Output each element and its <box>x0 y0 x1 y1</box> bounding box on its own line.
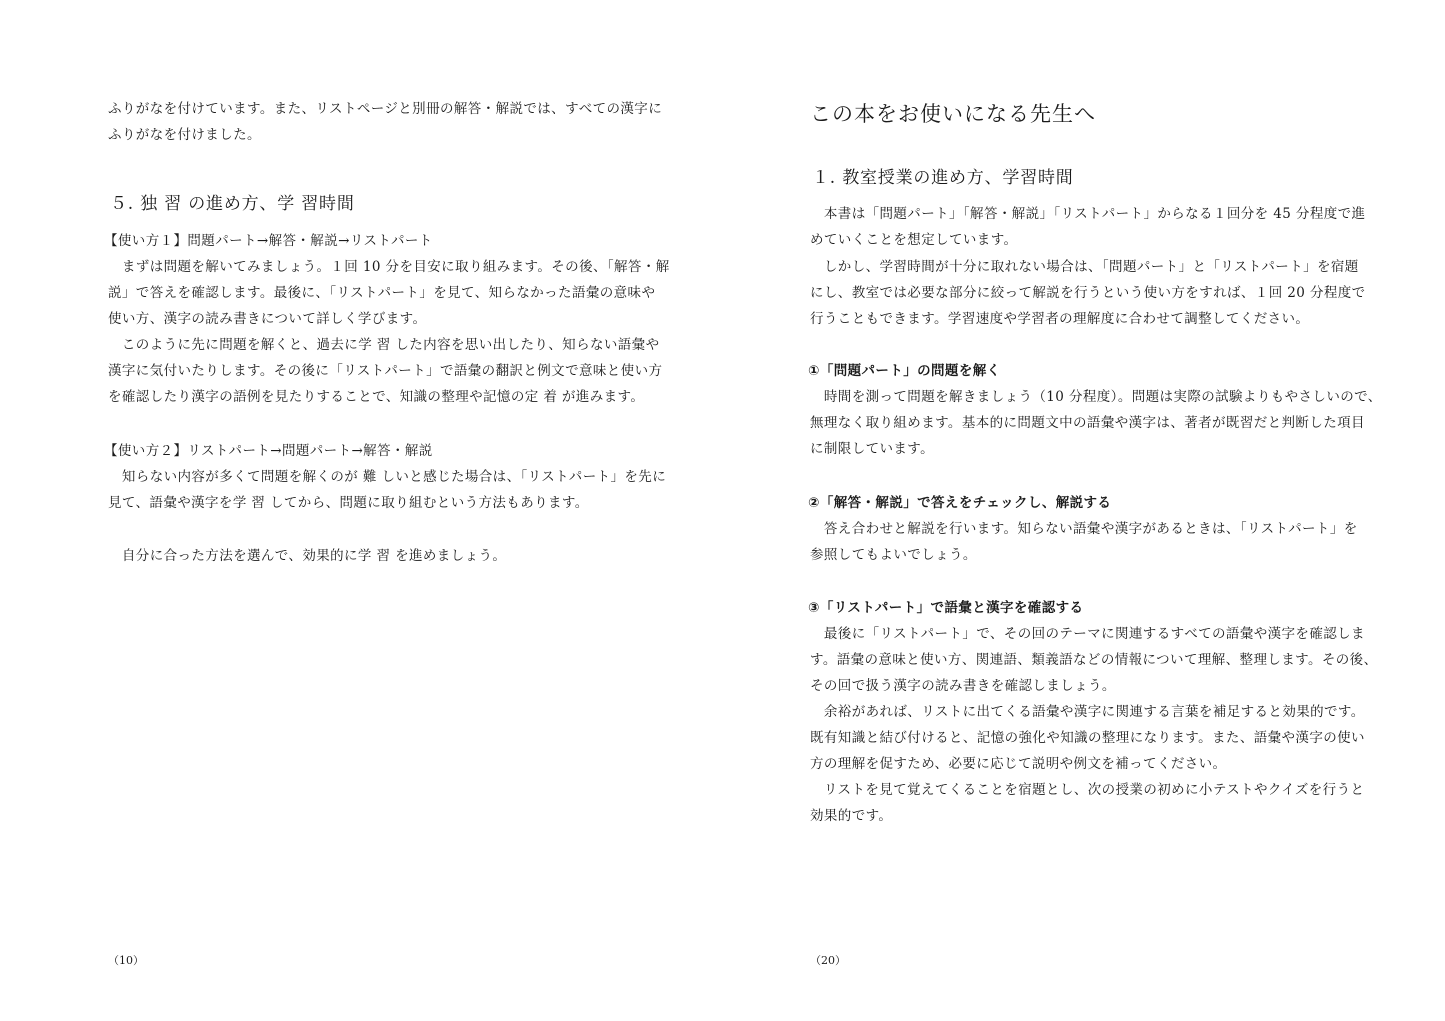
text-line: 説」で答えを確認します。最後に、「リストパート」を見て、知らなかった語彙の意味や <box>108 285 656 301</box>
text-line: まずは問題を解いてみましょう。１回 10 分を目安に取り組みます。その後、「解答・解 <box>108 259 670 275</box>
text-line: 余裕があれば、リストに出てくる語彙や漢字に関連する言葉を補足すると効果的です。 <box>810 704 1365 720</box>
text-line: を確認したり漢字の語例を見たりすることで、知識の整理や記憶の定 着 が進みます。 <box>108 389 645 405</box>
page-number: （10） <box>108 954 144 967</box>
text-line: ふりがなを付けました。 <box>108 127 261 143</box>
section-heading: １. 教室授業の進め方、学習時間 <box>812 168 1074 188</box>
method1-paragraph <box>108 254 670 332</box>
text-line: 方の理解を促すため、必要に応じて説明や例文を補ってください。 <box>810 756 1227 772</box>
page-title: この本をお使いになる先生へ <box>810 102 1096 126</box>
text-line: す。語彙の意味と使い方、関連語、類義語などの情報について理解、整理します。その後、 <box>810 652 1378 668</box>
text-line: にし、教室では必要な部分に絞って解説を行うという使い方をすれば、１回 20 分程度で <box>810 285 1366 301</box>
step1-paragraph <box>810 384 1382 462</box>
method1-paragraph <box>108 332 662 410</box>
text-line: 無理なく取り組めます。基本的に問題文中の語彙や漢字は、著者が既習だと判断した項目 <box>810 415 1365 431</box>
method2-paragraph <box>108 464 666 516</box>
left-page <box>0 0 722 1021</box>
method1-label: 【使い方１】問題パート→解答・解説→リストパート <box>104 233 433 249</box>
text-line: 見て、語彙や漢字を学 習 してから、問題に取り組むという方法もあります。 <box>108 495 589 511</box>
intro-paragraph <box>810 254 1366 332</box>
text-line: 時間を測って問題を解きましょう（10 分程度）。問題は実際の試験よりもやさしいので、 <box>810 389 1382 405</box>
text-line: 知らない内容が多くて問題を解くのが 難 しいと感じた場合は、「リストパート」を先に <box>108 469 667 485</box>
page-number: （20） <box>810 954 846 967</box>
text-line: 最後に「リストパート」で、その回のテーマに関連するすべての語彙や漢字を確認しま <box>810 626 1365 642</box>
step1-heading: ①「問題パート」の問題を解く <box>808 363 1001 379</box>
text-line: ふりがなを付けています。また、リストページと別冊の解答・解説では、すべての漢字に <box>108 101 663 117</box>
text-line: 漢字に気付いたりします。その後に「リストパート」で語彙の翻訳と例文で意味と使い方 <box>108 363 663 379</box>
method2-label: 【使い方２】リストパート→問題パート→解答・解説 <box>104 443 433 459</box>
text-line: めていくことを想定しています。 <box>810 232 1018 248</box>
right-page <box>722 0 1445 1021</box>
intro-paragraph <box>810 201 1365 253</box>
text-line: に制限しています。 <box>810 441 935 457</box>
text-line: 本書は「問題パート」「解答・解説」「リストパート」からなる１回分を 45 分程度で進 <box>810 206 1366 222</box>
text-line: 行うこともできます。学習速度や学習者の理解度に合わせて調整してください。 <box>810 311 1310 327</box>
left-intro-paragraph <box>108 96 662 148</box>
text-line: リストを見て覚えてくることを宿題とし、次の授業の初めに小テストやクイズを行うと <box>810 782 1365 798</box>
text-line: 使い方、漢字の読み書きについて詳しく学びます。 <box>108 311 427 327</box>
text-line: 答え合わせと解説を行います。知らない語彙や漢字があるときは、「リストパート」を <box>810 521 1358 537</box>
step2-heading: ②「解答・解説」で答えをチェックし、解説する <box>808 495 1112 511</box>
text-line: このように先に問題を解くと、過去に学 習 した内容を思い出したり、知らない語彙や <box>108 337 660 353</box>
step3-heading: ③「リストパート」で語彙と漢字を確認する <box>808 600 1084 616</box>
text-line: 効果的です。 <box>810 808 893 824</box>
section-heading: ５. 独 習 の進め方、学 習時間 <box>110 194 355 214</box>
step2-paragraph <box>810 516 1358 568</box>
closing-paragraph: 自分に合った方法を選んで、効果的に学 習 を進めましょう。 <box>108 548 507 564</box>
text-line: 既有知識と結び付けると、記憶の強化や知識の整理になります。また、語彙や漢字の使い <box>810 730 1365 746</box>
text-line: 参照してもよいでしょう。 <box>810 547 977 563</box>
text-line: その回で扱う漢字の読み書きを確認しましょう。 <box>810 678 1116 694</box>
text-line: しかし、学習時間が十分に取れない場合は、「問題パート」と「リストパート」を宿題 <box>810 259 1359 275</box>
step3-paragraph <box>810 621 1377 829</box>
